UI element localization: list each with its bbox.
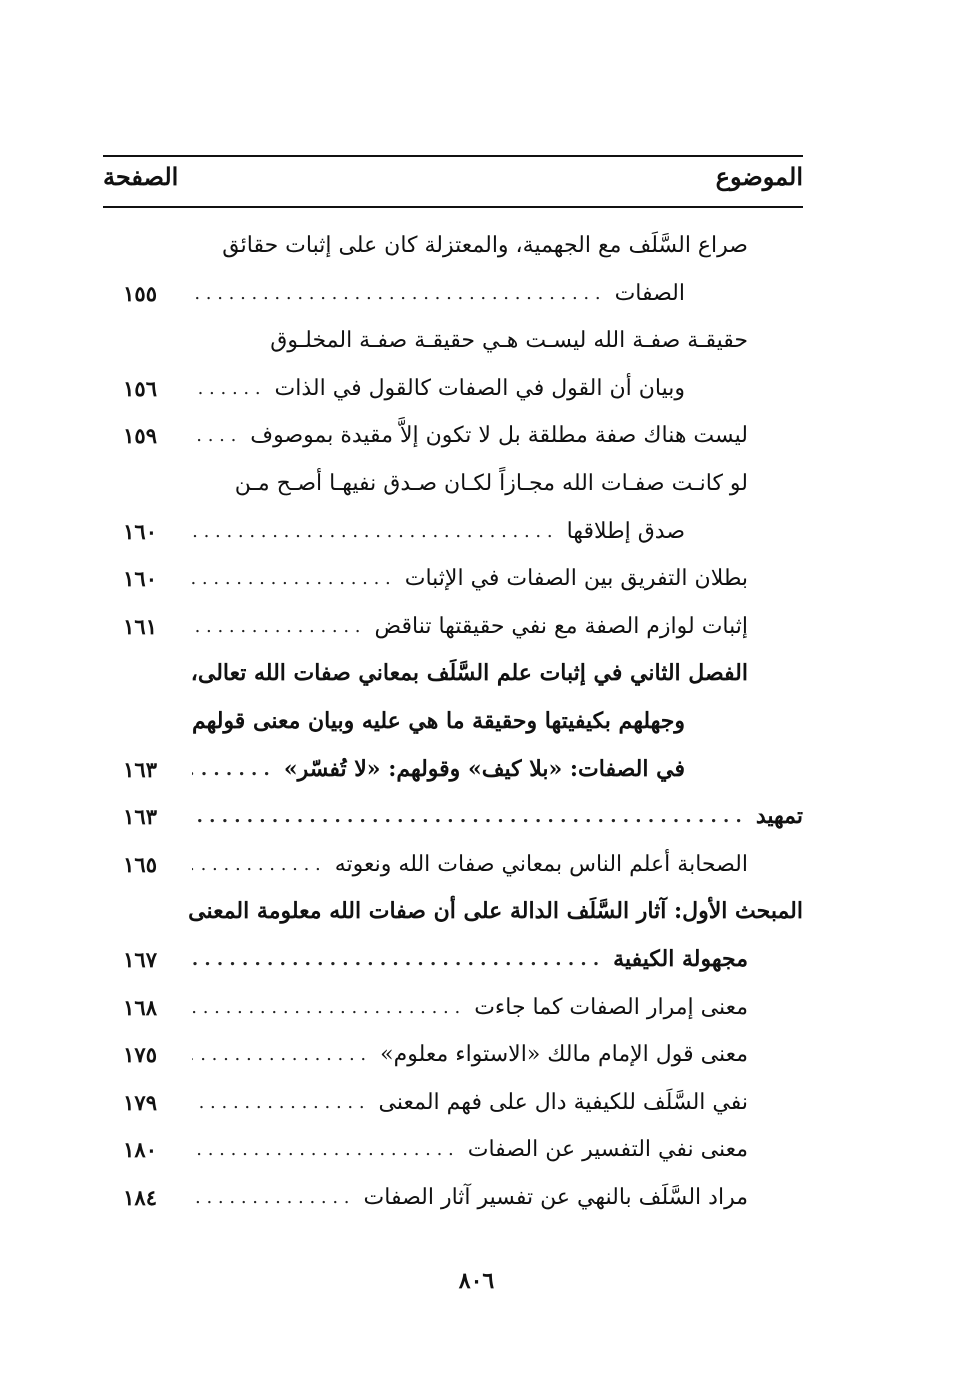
toc-entry (178, 1174, 748, 1220)
toc-entry-page: ١٧٩ (123, 1089, 157, 1115)
toc-entry-page: ١٦٣ (123, 756, 157, 782)
page-number: ٨٠٦ (458, 1268, 495, 1294)
dot-leader (192, 616, 361, 637)
toc-entry-title: بطلان التفريق بين الصفات في الإثبات (404, 565, 748, 591)
toc-entry-page: ١٥٩ (123, 422, 157, 448)
toc-entry (178, 936, 748, 982)
dot-leader (192, 425, 236, 446)
toc-entry-title: الفصل الثاني في إثبات علم السَّلَف بمعاني صفات الله تعالى، (190, 660, 748, 686)
toc-entry-title: الصفات (614, 280, 685, 306)
toc-entry (178, 508, 685, 554)
dot-leader (192, 521, 553, 542)
toc-entry-title: المبحث الأول: آثار السَّلَف الدالة على أن صفات الله معلومة المعنى (188, 898, 803, 924)
dot-leader (192, 1139, 454, 1160)
toc-entry (178, 1031, 748, 1077)
toc-entry (270, 317, 748, 363)
toc-entry-title: صدق إطلاقها (566, 518, 685, 544)
dot-leader (192, 1044, 366, 1065)
toc-entry (178, 841, 748, 887)
toc-entry-page: ١٥٦ (123, 375, 157, 401)
toc-entry (178, 412, 748, 458)
toc-entry-page: ١٦٧ (123, 946, 157, 972)
toc-entry-page: ١٦٠ (123, 518, 157, 544)
toc-entry-title: صراع السَّلَف مع الجهمية، والمعتزلة كان على إثبات حقائق (222, 232, 748, 258)
toc-entry-page: ١٦٨ (123, 994, 157, 1020)
toc-entry-title: وجهلهم بكيفيتها وحقيقة ما هي عليه وبيان معنى قولهم (191, 708, 685, 734)
toc-entry (188, 888, 803, 934)
dot-leader (192, 568, 391, 589)
toc-entry-page: ١٦٣ (123, 803, 157, 829)
toc-entry-title: في الصفات: «بلا كيف» وقولهم: «لا تُفسّر» (283, 756, 685, 782)
toc-entry-title: مجهولة الكيفية (613, 946, 748, 972)
dot-leader (192, 806, 742, 827)
dot-leader (192, 1187, 350, 1208)
dot-leader (192, 283, 601, 304)
toc-entry (178, 270, 685, 316)
toc-entry-title: لو كانـت صفـات الله مجـازاً لكـان صـدق نفيهـا أصـح مـن (234, 470, 748, 496)
dot-leader (192, 949, 599, 970)
toc-entry (192, 698, 685, 744)
toc-entry (235, 460, 748, 506)
toc-entry-page: ١٨٤ (123, 1184, 157, 1210)
toc-entry (178, 365, 685, 411)
header-rule-bottom (103, 206, 803, 208)
toc-entry (191, 650, 748, 696)
page-column-header: الصفحة (103, 162, 179, 191)
toc-entry-page: ١٦١ (123, 613, 157, 639)
topic-column-header: الموضوع (715, 162, 803, 191)
toc-entry-title: ليست هناك صفة مطلقة بل لا تكون إلاَّ مقيدة بموصوف (250, 422, 748, 448)
toc-entry-title: معنى إمرار الصفات كما جاءت (474, 994, 748, 1020)
toc-entry-page: ١٦٠ (123, 565, 157, 591)
toc-entry-title: الصحابة أعلم الناس بمعاني صفات الله ونعوته (334, 851, 748, 877)
toc-entry (178, 555, 748, 601)
header-rule-top (103, 155, 803, 157)
toc-entry-page: ١٧٥ (123, 1041, 157, 1067)
toc-entry (178, 984, 748, 1030)
toc-entry (222, 222, 748, 268)
toc-entry (178, 603, 748, 649)
toc-entry-title: إثبات لوازم الصفة مع نفي حقيقتها تناقض (374, 613, 748, 639)
dot-leader (192, 854, 321, 875)
toc-entry-page: ١٨٠ (123, 1136, 157, 1162)
dot-leader (192, 1092, 365, 1113)
toc-entry-page: ١٦٥ (123, 851, 157, 877)
toc-entry (178, 1126, 748, 1172)
toc-entry-page: ١٥٥ (123, 280, 157, 306)
dot-leader (192, 997, 460, 1018)
toc-entry-title: وبيان أن القول في الصفات كالقول في الذات (274, 375, 685, 401)
toc-entry (178, 793, 803, 839)
dot-leader (192, 759, 270, 780)
toc-entry (178, 746, 685, 792)
toc-entry-title: مراد السَّلَف بالنهي عن تفسير آثار الصفات (363, 1184, 748, 1210)
toc-entry (178, 1079, 748, 1125)
dot-leader (192, 378, 261, 399)
toc-entry-title: تمهيد (755, 803, 803, 829)
toc-entry-title: معنى نفي التفسير عن الصفات (467, 1136, 748, 1162)
toc-entry-title: حقيقـة صفـة الله ليسـت هـي حقيقـة صفـة المخلـوق (270, 327, 748, 353)
toc-entry-title: نفي السَّلَف للكيفية دال على فهم المعنى (378, 1089, 748, 1115)
toc-entry-title: معنى قول الإمام مالك «الاستواء معلوم» (380, 1041, 748, 1067)
